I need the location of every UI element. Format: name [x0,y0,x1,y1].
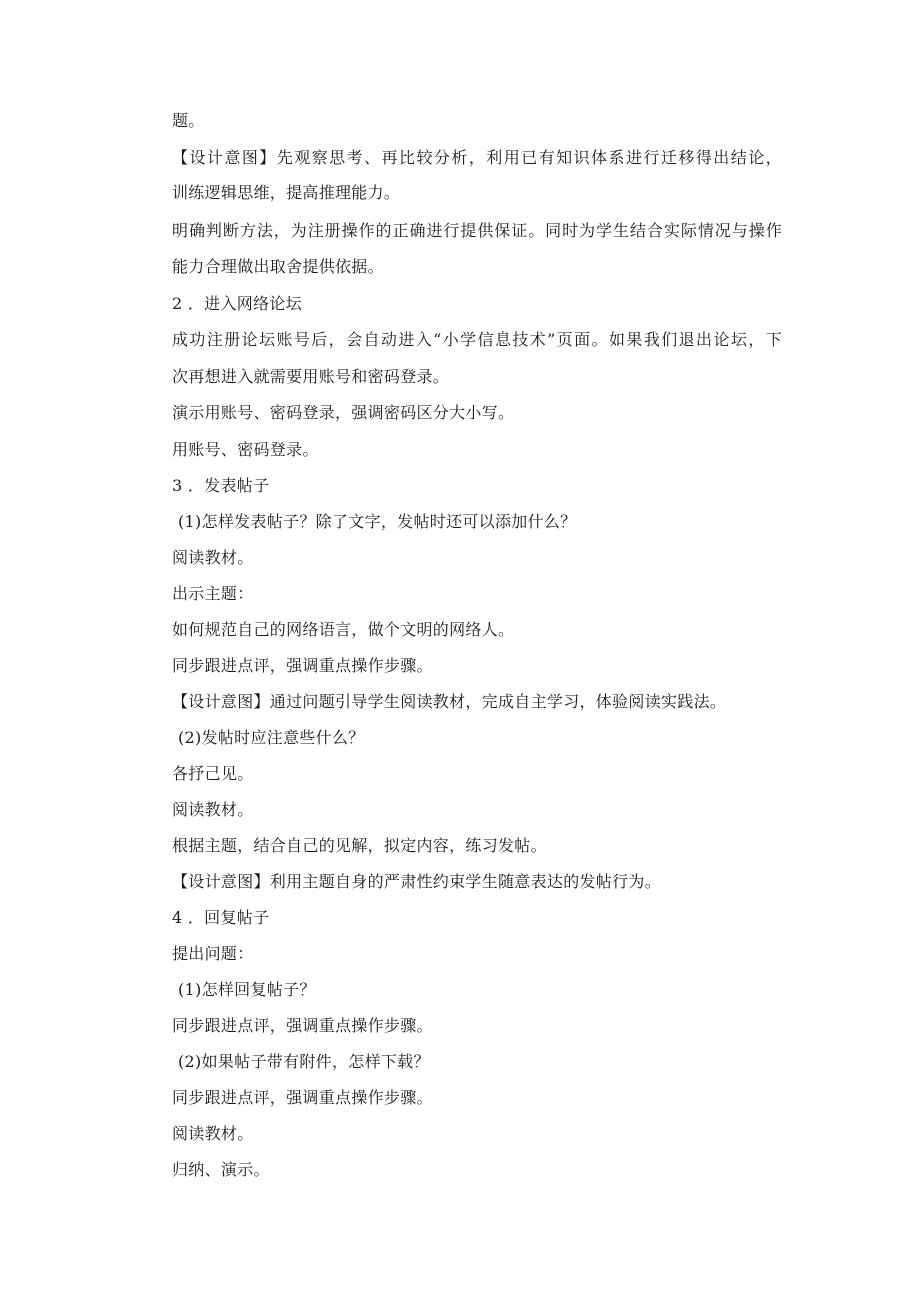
text-line: 阅读教材。 [172,548,254,567]
question-line: (2)发帖时应注意些什么？ [178,728,365,747]
section-heading: 2 ．进入网络论坛 [172,294,302,313]
text-line: 如何规范自己的网络语言，做个文明的网络人。 [172,620,515,639]
section-heading: 3 ．发表帖子 [172,476,270,495]
text-line: 成功注册论坛账号后，会自动进入“小学信息技术”页面。如果我们退出论坛，下 [172,330,782,349]
design-intent-paragraph: 【设计意图】通过问题引导学生阅读教材，完成自主学习，体验阅读实践法。 [172,692,727,711]
text-line: 次再想进入就需要用账号和密码登录。 [172,367,450,386]
text-line: 能力合理做出取舍提供依据。 [172,257,384,276]
text-line: 明确判断方法，为注册操作的正确进行提供保证。同时为学生结合实际情况与操作 [172,221,782,240]
design-intent-paragraph: 【设计意图】先观察思考、再比较分析，利用已有知识体系进行迁移得出结论， [172,148,782,167]
text-line: 同步跟进点评，强调重点操作步骤。 [172,1016,433,1035]
text-line: 根据主题，结合自己的见解，拟定内容，练习发帖。 [172,836,547,855]
text-line: 同步跟进点评，强调重点操作步骤。 [172,1088,433,1107]
text-line: 训练逻辑思维，提高推理能力。 [172,183,401,202]
design-intent-paragraph: 【设计意图】利用主题自身的严肃性约束学生随意表达的发帖行为。 [172,872,662,891]
text-line: 出示主题： [172,584,254,603]
text-line: 提出问题： [172,944,254,963]
text-line: 各抒己见。 [172,764,254,783]
text-line: 同步跟进点评，强调重点操作步骤。 [172,656,433,675]
text-line: 阅读教材。 [172,800,254,819]
question-line: (1)怎样发表帖子？除了文字，发帖时还可以添加什么？ [178,512,577,531]
question-line: (1)怎样回复帖子？ [178,980,316,999]
text-line: 阅读教材。 [172,1124,254,1143]
text-line: 演示用账号、密码登录，强调密码区分大小写。 [172,403,515,422]
section-heading: 4 ．回复帖子 [172,908,270,927]
text-line: 归纳、演示。 [172,1160,270,1179]
text-line: 用账号、密码登录。 [172,440,319,459]
question-line: (2)如果帖子带有附件，怎样下载？ [178,1052,430,1071]
text-line: 题。 [172,111,205,130]
